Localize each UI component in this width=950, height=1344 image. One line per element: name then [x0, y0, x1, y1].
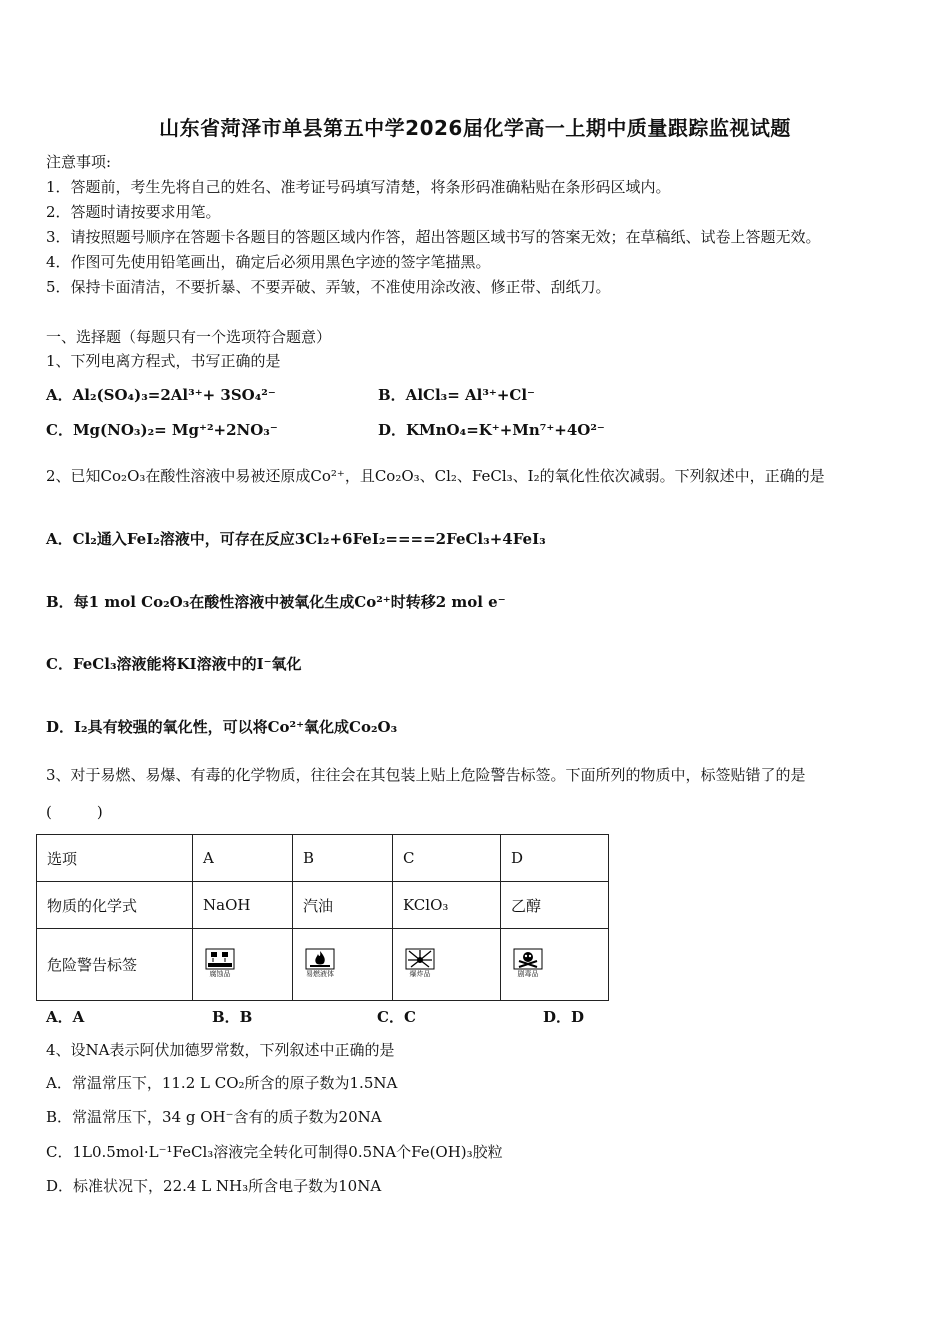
- notice-item-4: 4．作图可先使用铅笔画出，确定后必须用黑色字迹的签字笔描黑。: [46, 253, 491, 271]
- section-heading: 一、选择题（每题只有一个选项符合题意）: [46, 328, 332, 346]
- q1-option-b: B．AlCl₃= Al³⁺+Cl⁻: [378, 386, 535, 404]
- table-row: [37, 929, 609, 1001]
- q1-option-d: D．KMnO₄=K⁺+Mn⁷⁺+4O²⁻: [378, 421, 605, 439]
- explosive-pictogram-icon: [403, 948, 437, 982]
- table-row: [37, 835, 609, 882]
- q3-option-c: C．C: [377, 1008, 416, 1026]
- q1-stem: 1、下列电离方程式，书写正确的是: [46, 352, 281, 370]
- q4-option-b: B．常温常压下，34 g OH⁻含有的质子数为20NA: [46, 1108, 382, 1126]
- q4-option-d: D．标准状况下，22.4 L NH₃所含电子数为10NA: [46, 1177, 382, 1195]
- q4-stem: 4、设NA表示阿伏加德罗常数，下列叙述中正确的是: [46, 1041, 395, 1059]
- flammable-pictogram-icon: [303, 948, 337, 982]
- q2-option-a: A．Cl₂通入FeI₂溶液中，可存在反应3Cl₂+6FeI₂====2FeCl₃+4FeI₃: [46, 530, 546, 548]
- q2-stem: 2、已知Co₂O₃在酸性溶液中易被还原成Co²⁺，且Co₂O₃、Cl₂、FeCl₃、I₂的氧化性依次减弱。下列叙述中，正确的是: [46, 467, 825, 485]
- table-cell: [393, 929, 501, 1001]
- table-cell: [501, 929, 609, 1001]
- table-cell: [293, 929, 393, 1001]
- q2-option-b: B．每1 mol Co₂O₃在酸性溶液中被氧化生成Co²⁺时转移2 mol e⁻: [46, 593, 506, 611]
- q2-option-d: D．I₂具有较强的氧化性，可以将Co²⁺氧化成Co₂O₃: [46, 718, 398, 736]
- table-cell: NaOH: [193, 882, 293, 929]
- table-row: [37, 882, 609, 929]
- q3-option-b: B．B: [212, 1008, 253, 1026]
- q3-stem: 3、对于易燃、易爆、有毒的化学物质，往往会在其包装上贴上危险警告标签。下面所列的物质中，标签贴错了的是: [46, 766, 806, 784]
- corrosive-pictogram-icon: [203, 948, 237, 982]
- table-cell: 危险警告标签: [37, 929, 193, 1001]
- table-header-cell: A: [193, 835, 293, 882]
- table-cell: 乙醇: [501, 882, 609, 929]
- table-cell: 物质的化学式: [37, 882, 193, 929]
- notice-item-3: 3．请按照题号顺序在答题卡各题目的答题区域内作答，超出答题区域书写的答案无效；在草稿纸、试卷上答题无效。: [46, 228, 821, 246]
- table-cell: [193, 929, 293, 1001]
- table-header-cell: 选项: [37, 835, 193, 882]
- table-cell: 汽油: [293, 882, 393, 929]
- notice-item-2: 2．答题时请按要求用笔。: [46, 203, 221, 221]
- table-header-cell: C: [393, 835, 501, 882]
- q1-option-a: A．Al₂(SO₄)₃=2Al³⁺+ 3SO₄²⁻: [46, 386, 276, 404]
- q2-option-c: C．FeCl₃溶液能将KI溶液中的I⁻氧化: [46, 655, 302, 673]
- notice-heading: 注意事项:: [46, 153, 112, 171]
- hazard-table: [36, 834, 609, 1001]
- q3-option-a: A．A: [46, 1008, 85, 1026]
- q3-blank: ( ): [46, 803, 103, 821]
- label-text: 腐蚀品: [209, 969, 231, 978]
- notice-item-1: 1．答题前，考生先将自己的姓名、准考证号码填写清楚，将条形码准确粘贴在条形码区域内。: [46, 178, 671, 196]
- label-text: 易燃液体: [306, 969, 334, 978]
- q4-option-a: A．常温常压下，11.2 L CO₂所含的原子数为1.5NA: [46, 1074, 398, 1092]
- q4-option-c: C．1L0.5mol·L⁻¹FeCl₃溶液完全转化可制得0.5NA个Fe(OH)₃胶粒: [46, 1143, 503, 1161]
- toxic-pictogram-icon: [511, 948, 545, 982]
- table-cell: KClO₃: [393, 882, 501, 929]
- table-header-cell: B: [293, 835, 393, 882]
- table-header-cell: D: [501, 835, 609, 882]
- notice-item-5: 5．保持卡面清洁，不要折暴、不要弄破、弄皱，不准使用涂改液、修正带、刮纸刀。: [46, 278, 611, 296]
- exam-title: 山东省菏泽市单县第五中学2026届化学高一上期中质量跟踪监视试题: [159, 116, 791, 140]
- label-text: 爆炸品: [409, 969, 431, 978]
- label-text: 剧毒品: [517, 969, 539, 978]
- q1-option-c: C．Mg(NO₃)₂= Mg⁺²+2NO₃⁻: [46, 421, 278, 439]
- q3-option-d: D．D: [543, 1008, 585, 1026]
